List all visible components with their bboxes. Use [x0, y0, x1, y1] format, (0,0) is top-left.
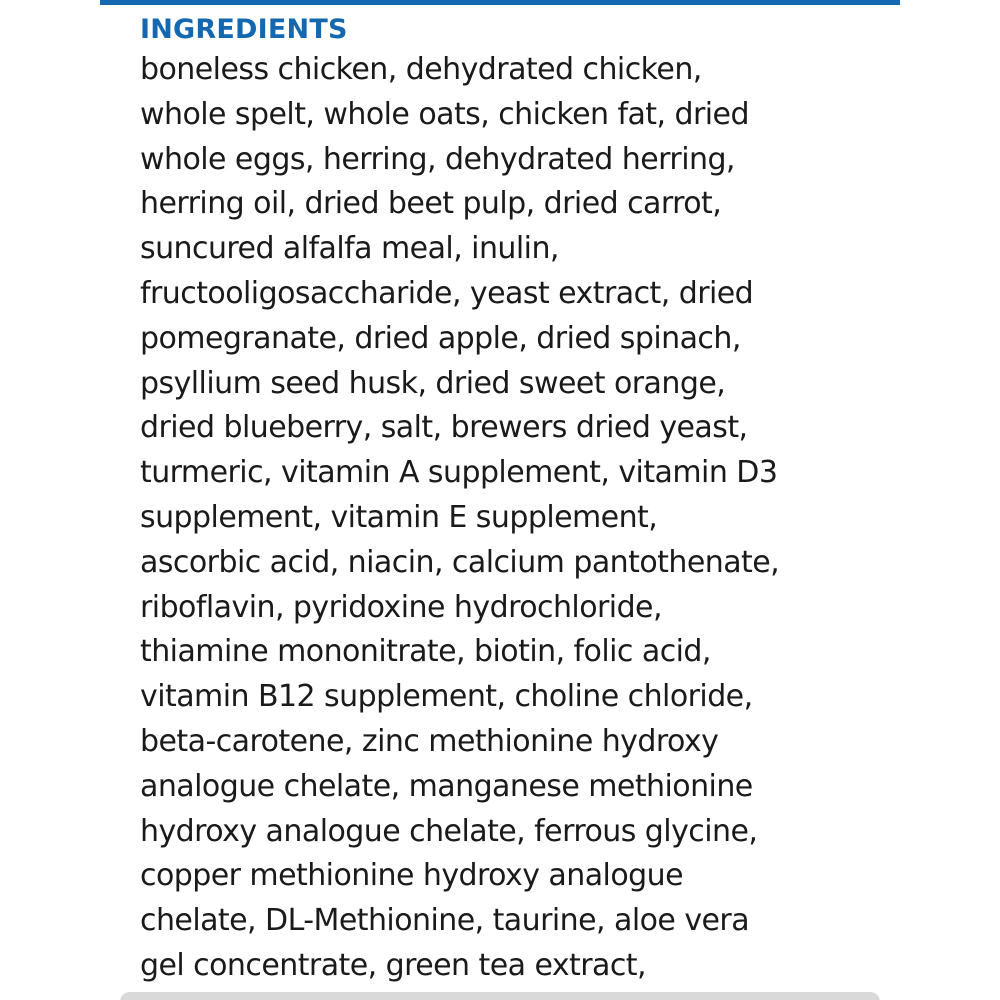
ingredient-line: copper methionine hydroxy analogue — [140, 858, 684, 894]
ingredient-line: gel concentrate, green tea extract, — [140, 947, 646, 983]
ingredient-line: thiamine mononitrate, biotin, folic acid, — [140, 634, 711, 670]
ingredient-line: beta-carotene, zinc methionine hydroxy — [140, 723, 719, 759]
ingredient-line: chelate, DL-Methionine, taurine, aloe vera — [140, 903, 750, 939]
ingredient-line: whole eggs, herring, dehydrated herring, — [140, 141, 735, 177]
ingredient-line: herring oil, dried beet pulp, dried carrot, — [140, 186, 722, 222]
ingredient-line: pomegranate, dried apple, dried spinach, — [140, 320, 741, 356]
ingredients-text — [140, 48, 900, 989]
ingredient-line: suncured alfalfa meal, inulin, — [140, 231, 559, 267]
ingredient-line: vitamin B12 supplement, choline chloride, — [140, 679, 753, 715]
ingredient-line: riboflavin, pyridoxine hydrochloride, — [140, 589, 662, 625]
ingredient-line: analogue chelate, manganese methionine — [140, 768, 753, 804]
ingredient-line: fructooligosaccharide, yeast extract, dried — [140, 275, 754, 311]
ingredient-line: hydroxy analogue chelate, ferrous glycine, — [140, 813, 758, 849]
ingredients-content — [140, 12, 900, 989]
ingredient-line: boneless chicken, dehydrated chicken, — [140, 52, 702, 87]
bottom-scroll-bar[interactable] — [120, 992, 880, 1000]
ingredient-line: ascorbic acid, niacin, calcium pantothenate, — [140, 544, 780, 580]
ingredient-line: dried blueberry, salt, brewers dried yeast, — [140, 410, 748, 446]
ingredient-line: turmeric, vitamin A supplement, vitamin D3 — [140, 455, 778, 491]
top-accent-rule — [100, 0, 900, 5]
ingredient-line: psyllium seed husk, dried sweet orange, — [140, 365, 726, 401]
ingredient-line: whole spelt, whole oats, chicken fat, dried — [140, 96, 749, 132]
ingredient-line: supplement, vitamin E supplement, — [140, 499, 658, 535]
ingredients-heading: INGREDIENTS — [140, 14, 348, 45]
